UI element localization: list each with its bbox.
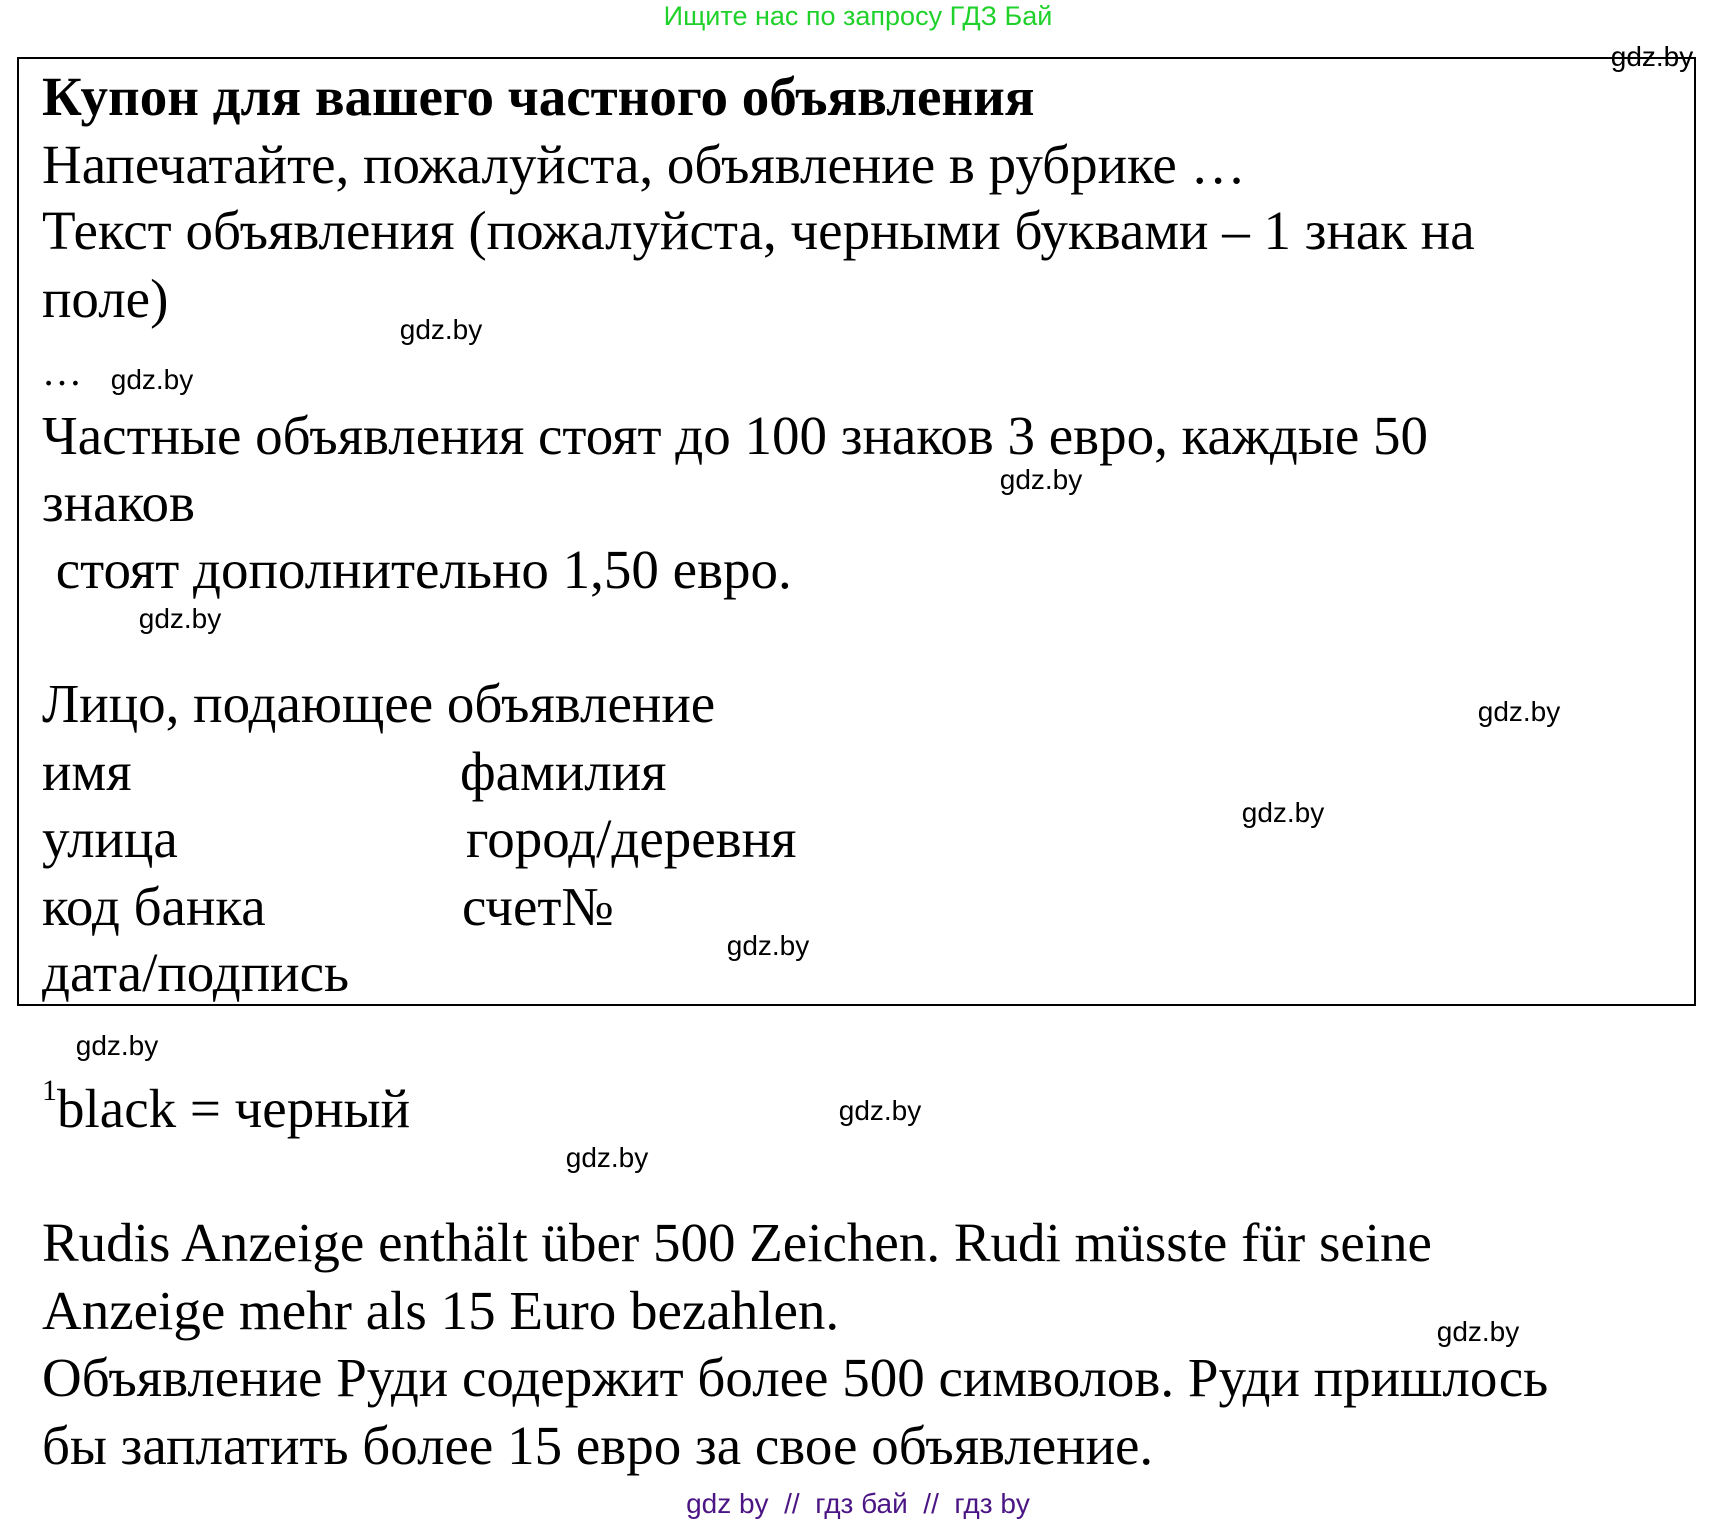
watermark: gdz.by: [726, 930, 810, 961]
answer-german-line-2: Anzeige mehr als 15 Euro bezahlen.: [42, 1280, 840, 1341]
coupon-line-price-extra: стоят дополнительно 1,50 евро.: [42, 539, 792, 600]
watermark: gdz.by: [999, 464, 1083, 495]
footnote: [42, 1075, 410, 1143]
footnote-text: black = черный: [57, 1078, 411, 1139]
field-label-street: улица: [42, 808, 178, 869]
watermark: gdz.by: [1436, 1316, 1520, 1347]
coupon-line-price-cont: знаков: [42, 472, 195, 533]
answer-german-line-1: Rudis Anzeige enthält über 500 Zeichen. Rudi müsste für seine: [42, 1212, 1432, 1273]
watermark: gdz.by: [399, 314, 483, 345]
field-label-date-signature: дата/подпись: [42, 942, 350, 1003]
field-label-city: город/деревня: [466, 808, 797, 869]
watermark: gdz.by: [1477, 696, 1561, 727]
coupon-line-text-instruction: Текст объявления (пожалуйста, черными буквами – 1 знак на: [42, 200, 1475, 261]
coupon-title: Купон для вашего частного объявления: [42, 66, 1035, 127]
top-search-banner: Ищите нас по запросу ГДЗ Бай: [663, 1, 1053, 31]
bottom-site-banner: gdz by // гдз бай // гдз by: [686, 1488, 1030, 1519]
coupon-ellipsis: …: [42, 349, 88, 394]
watermark: gdz.by: [1241, 797, 1325, 828]
answer-russian-line-1: Объявление Руди содержит более 500 символов. Руди пришлось: [42, 1347, 1549, 1408]
field-label-bank-code: код банка: [42, 876, 266, 937]
watermark: gdz.by: [110, 364, 194, 395]
coupon-line-text-instruction-cont: поле): [42, 268, 169, 329]
field-label-last-name: фамилия: [460, 741, 667, 802]
watermark: gdz.by: [838, 1095, 922, 1126]
watermark: gdz.by: [1610, 41, 1694, 72]
watermark: gdz.by: [75, 1030, 159, 1061]
watermark: gdz.by: [138, 603, 222, 634]
footnote-marker: 1: [42, 1074, 57, 1107]
watermark: gdz.by: [565, 1142, 649, 1173]
coupon-line-advertiser: Лицо, подающее объявление: [42, 673, 716, 734]
coupon-line-rubric: Напечатайте, пожалуйста, объявление в рубрике …: [42, 134, 1246, 195]
coupon-line-price: Частные объявления стоят до 100 знаков 3 евро, каждые 50: [42, 405, 1429, 466]
field-label-first-name: имя: [42, 741, 132, 802]
answer-russian-line-2: бы заплатить более 15 евро за свое объявление.: [42, 1415, 1154, 1476]
field-label-account-number: счет№: [462, 876, 614, 937]
